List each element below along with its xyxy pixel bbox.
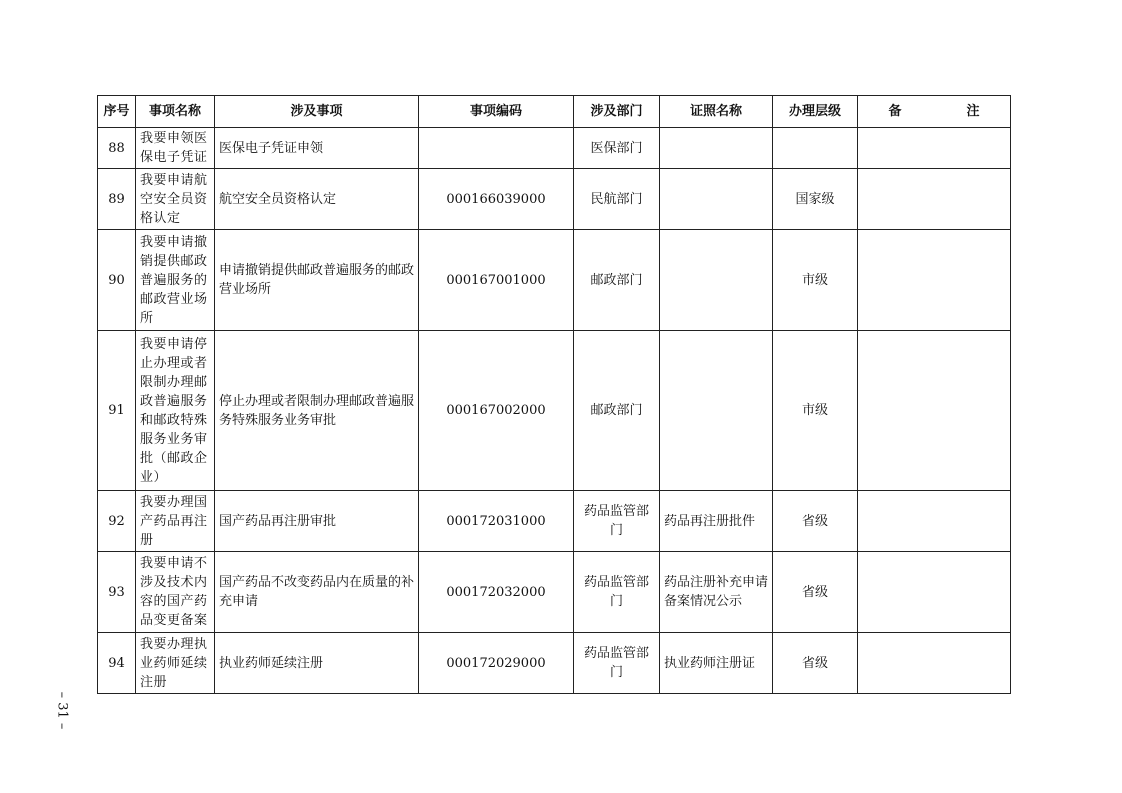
cell-note	[858, 552, 1011, 633]
table-row	[98, 491, 1011, 552]
cell-seq: 92	[98, 491, 136, 552]
cell-code: 000166039000	[419, 169, 574, 230]
cell-dept: 药品监管部门	[574, 633, 660, 694]
items-table	[97, 95, 1011, 694]
cell-item: 医保电子凭证申领	[215, 128, 419, 169]
cell-license	[660, 230, 773, 331]
header-license: 证照名称	[660, 96, 773, 128]
cell-dept: 民航部门	[574, 169, 660, 230]
cell-name: 我要申请停止办理或者限制办理邮政普遍服务和邮政特殊服务业务审批（邮政企业）	[136, 331, 215, 491]
cell-item: 执业药师延续注册	[215, 633, 419, 694]
table-row	[98, 128, 1011, 169]
cell-dept: 邮政部门	[574, 331, 660, 491]
cell-seq: 89	[98, 169, 136, 230]
cell-license: 药品再注册批件	[660, 491, 773, 552]
header-level: 办理层级	[773, 96, 858, 128]
cell-level: 市级	[773, 331, 858, 491]
cell-name: 我要申领医保电子凭证	[136, 128, 215, 169]
cell-license	[660, 169, 773, 230]
cell-note	[858, 331, 1011, 491]
cell-code: 000167002000	[419, 331, 574, 491]
cell-dept: 药品监管部门	[574, 491, 660, 552]
cell-name: 我要申请不涉及技术内容的国产药品变更备案	[136, 552, 215, 633]
header-note: 备 注	[858, 96, 1011, 128]
cell-code: 000172029000	[419, 633, 574, 694]
cell-level: 国家级	[773, 169, 858, 230]
cell-name: 我要申请撤销提供邮政普遍服务的邮政营业场所	[136, 230, 215, 331]
cell-license: 药品注册补充申请备案情况公示	[660, 552, 773, 633]
cell-license	[660, 331, 773, 491]
cell-item: 国产药品再注册审批	[215, 491, 419, 552]
cell-license: 执业药师注册证	[660, 633, 773, 694]
cell-level: 省级	[773, 491, 858, 552]
cell-item: 航空安全员资格认定	[215, 169, 419, 230]
header-code: 事项编码	[419, 96, 574, 128]
table-row	[98, 633, 1011, 694]
cell-seq: 88	[98, 128, 136, 169]
cell-seq: 93	[98, 552, 136, 633]
cell-note	[858, 128, 1011, 169]
cell-note	[858, 230, 1011, 331]
cell-name: 我要申请航空安全员资格认定	[136, 169, 215, 230]
cell-code: 000172032000	[419, 552, 574, 633]
page-number-text: – 31 –	[54, 691, 70, 729]
cell-name: 我要办理国产药品再注册	[136, 491, 215, 552]
table-header-row	[98, 96, 1011, 128]
cell-code: 000167001000	[419, 230, 574, 331]
cell-level: 市级	[773, 230, 858, 331]
cell-level: 省级	[773, 633, 858, 694]
cell-seq: 91	[98, 331, 136, 491]
cell-dept: 药品监管部门	[574, 552, 660, 633]
table-row	[98, 552, 1011, 633]
cell-license	[660, 128, 773, 169]
table-row	[98, 169, 1011, 230]
table-row	[98, 331, 1011, 491]
cell-code	[419, 128, 574, 169]
header-dept: 涉及部门	[574, 96, 660, 128]
cell-seq: 90	[98, 230, 136, 331]
cell-note	[858, 169, 1011, 230]
cell-code: 000172031000	[419, 491, 574, 552]
cell-dept: 邮政部门	[574, 230, 660, 331]
header-item: 涉及事项	[215, 96, 419, 128]
cell-item: 停止办理或者限制办理邮政普遍服务特殊服务业务审批	[215, 331, 419, 491]
cell-dept: 医保部门	[574, 128, 660, 169]
cell-item: 国产药品不改变药品内在质量的补充申请	[215, 552, 419, 633]
table-row	[98, 230, 1011, 331]
cell-note	[858, 633, 1011, 694]
cell-level: 省级	[773, 552, 858, 633]
cell-item: 申请撤销提供邮政普遍服务的邮政营业场所	[215, 230, 419, 331]
cell-seq: 94	[98, 633, 136, 694]
cell-level	[773, 128, 858, 169]
header-name: 事项名称	[136, 96, 215, 128]
cell-name: 我要办理执业药师延续注册	[136, 633, 215, 694]
header-seq: 序号	[98, 96, 136, 128]
page-number	[50, 680, 74, 740]
cell-note	[858, 491, 1011, 552]
